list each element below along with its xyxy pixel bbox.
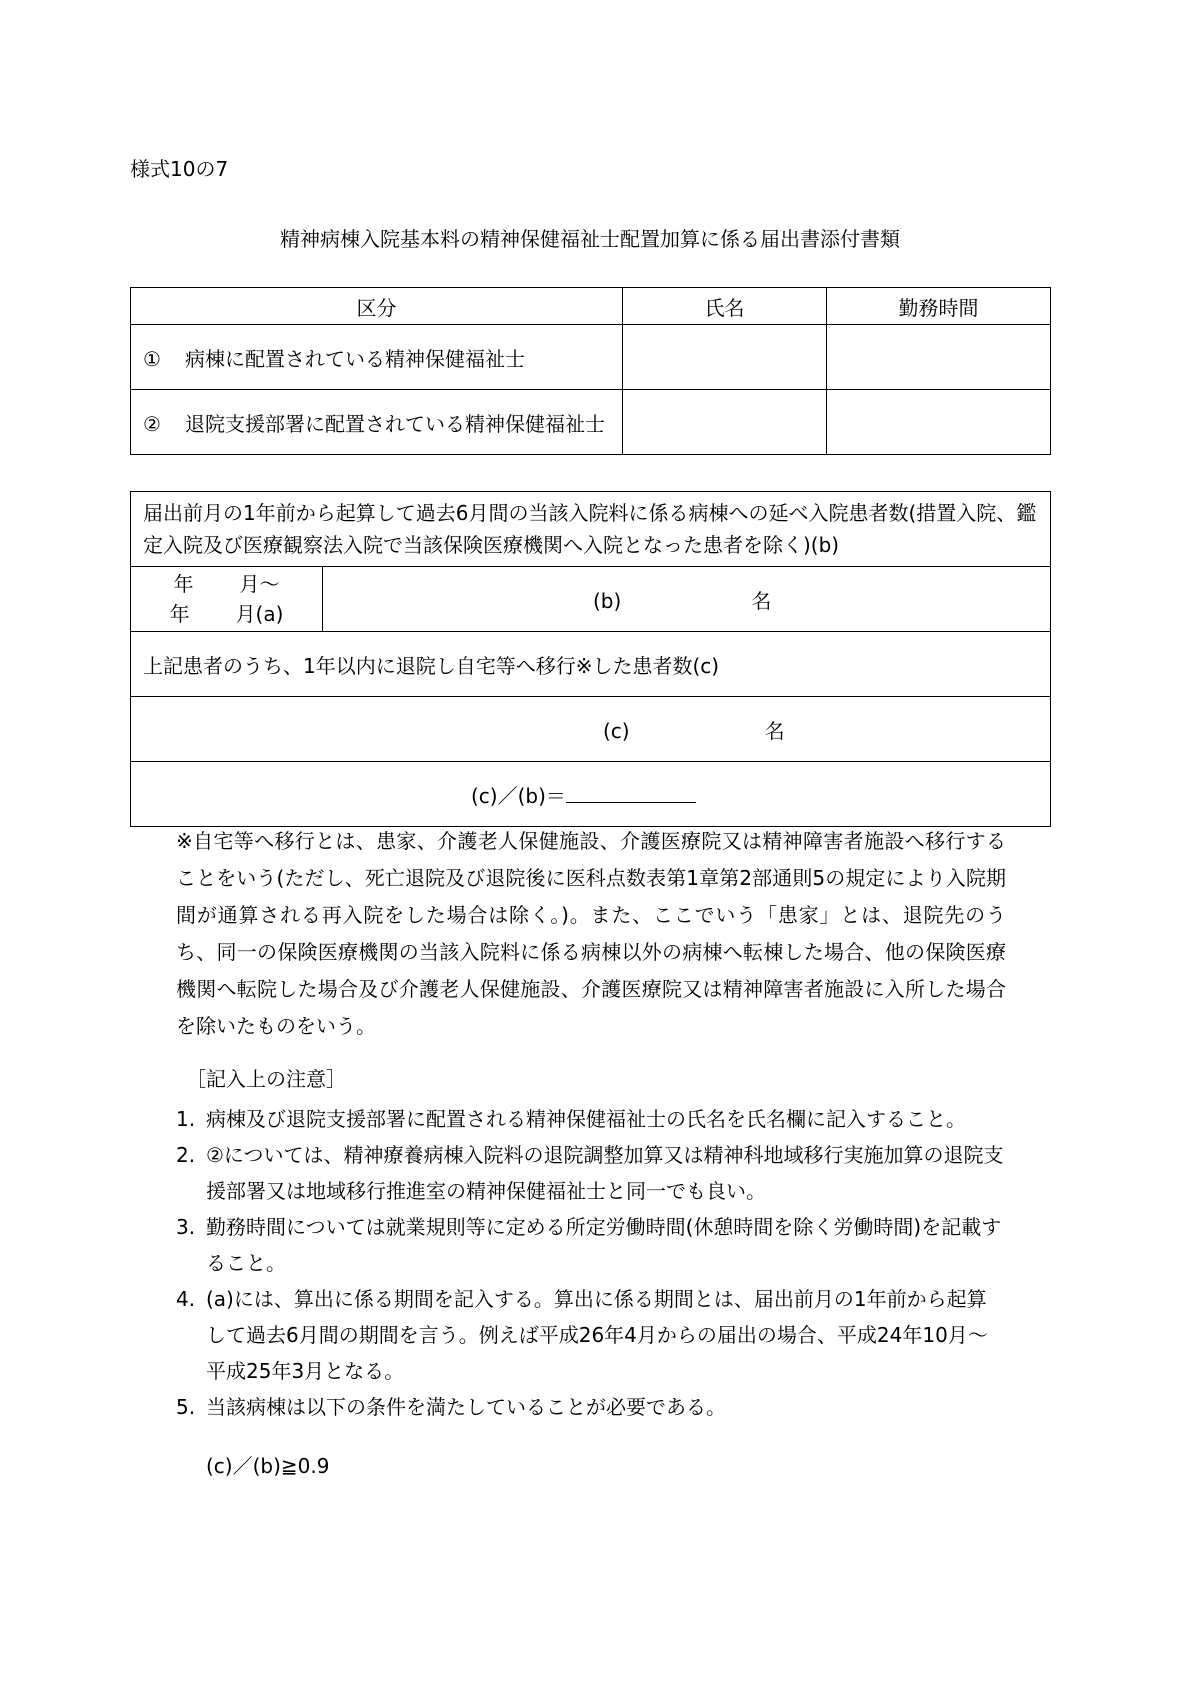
name-field[interactable] [623,390,827,455]
year-label: 年 [169,602,190,626]
item-number: 1. [176,1107,196,1131]
staff-table [130,287,1051,455]
count-b-label: (b) [593,588,622,613]
discharge-row [131,632,1051,697]
item-text: ②については、精神療養病棟入院料の退院調整加算又は精神科地域移行実施加算の退院支援部署又は地域移行推進室の精神保健福祉士と同一でも良い。 [206,1143,1004,1203]
condition-formula: (c)／(b)≧0.9 [206,1454,330,1478]
item-number: 5. [176,1395,196,1419]
item-number: 4. [176,1287,196,1311]
footnote: ※自宅等へ移行とは、患家、介護老人保健施設、介護医療院又は精神障害者施設へ移行することをいう(ただし、死亡退院及び退院後に医科点数表第1章第2部通則5の規定により入院期間が通算される再入院をした場合は除く。)。また、ここでいう「患家」とは、退院先のうち、同一の保険医療機関の当該入院料に係る病棟以外の病棟へ転棟した場合、他の保険医療機関へ転院した場合及び介護老人保健施設、介護医療院又は精神障害者施設に入所した場合を除いたものをいう。 [176,829,1006,1038]
patient-intro-text: 届出前月の1年前から起算して過去6月間の当該入院料に係る病棟への延べ入院患者数(措置入院、鑑定入院及び医療観察法入院で当該保険医療機関へ入院となった患者を除く)(b) [131,492,1051,567]
item-number: 3. [176,1215,196,1239]
item-text: (a)には、算出に係る期間を記入する。算出に係る期間とは、届出前月の1年前から起算して過去6月間の期間を言う。例えば平成26年4月からの届出の場合、平成24年10月～平成25年3月となる。 [206,1287,988,1383]
item-text: 勤務時間については就業規則等に定める所定労働時間(休憩時間を除く労働時間)を記載すること。 [206,1215,1002,1275]
list-item [176,1137,1006,1209]
count-c-label: (c) [603,718,630,743]
discharge-text: 上記患者のうち、1年以内に退院し自宅等へ移行※した患者数(c) [131,632,1051,697]
patient-intro-row [131,492,1051,567]
count-b-field[interactable] [323,567,1051,632]
category-label: 退院支援部署に配置されている精神保健福祉士 [185,411,605,436]
header-hours: 勤務時間 [827,288,1051,325]
count-c-unit: 名 [764,718,785,743]
category-label: 病棟に配置されている精神保健福祉士 [185,346,525,371]
category-cell [131,390,623,455]
category-cell [131,325,623,390]
name-field[interactable] [623,325,827,390]
staff-table-header [131,288,1051,325]
hours-field[interactable] [827,325,1051,390]
ratio-row [131,762,1051,827]
hours-field[interactable] [827,390,1051,455]
item-number: 2. [176,1143,196,1167]
list-item [176,1101,1006,1137]
row-number: ② [143,411,161,436]
period-end [131,599,322,629]
item-text: 当該病棟は以下の条件を満たしていることが必要である。 [206,1395,726,1419]
header-name: 氏名 [623,288,827,325]
item-text: 病棟及び退院支援部署に配置される精神保健福祉士の氏名を氏名欄に記入すること。 [206,1107,966,1131]
period-field[interactable] [131,567,323,632]
document-title: 精神病棟入院基本料の精神保健福祉士配置加算に係る届出書添付書類 [280,227,900,251]
period-row [131,567,1051,632]
count-b-unit: 名 [751,588,772,613]
year-label: 年 [173,572,194,596]
header-category: 区分 [131,288,623,325]
count-c-row [131,697,1051,762]
patient-count-table [130,491,1051,827]
period-start [131,569,322,599]
instructions-list [176,1101,1006,1425]
month-label: 月(a) [235,602,284,626]
instructions-heading: ［記入上の注意］ [186,1067,346,1091]
ratio-blank[interactable] [566,782,696,803]
row-number: ① [143,346,161,371]
table-row [131,325,1051,390]
ratio-field[interactable] [131,762,1051,827]
count-c-field[interactable] [131,697,1051,762]
list-item [176,1281,1006,1389]
ratio-label: (c)／(b)＝ [471,783,566,808]
form-number: 様式10の7 [130,157,229,181]
list-item [176,1389,1006,1425]
list-item [176,1209,1006,1281]
table-row [131,390,1051,455]
month-label: 月～ [239,572,280,596]
